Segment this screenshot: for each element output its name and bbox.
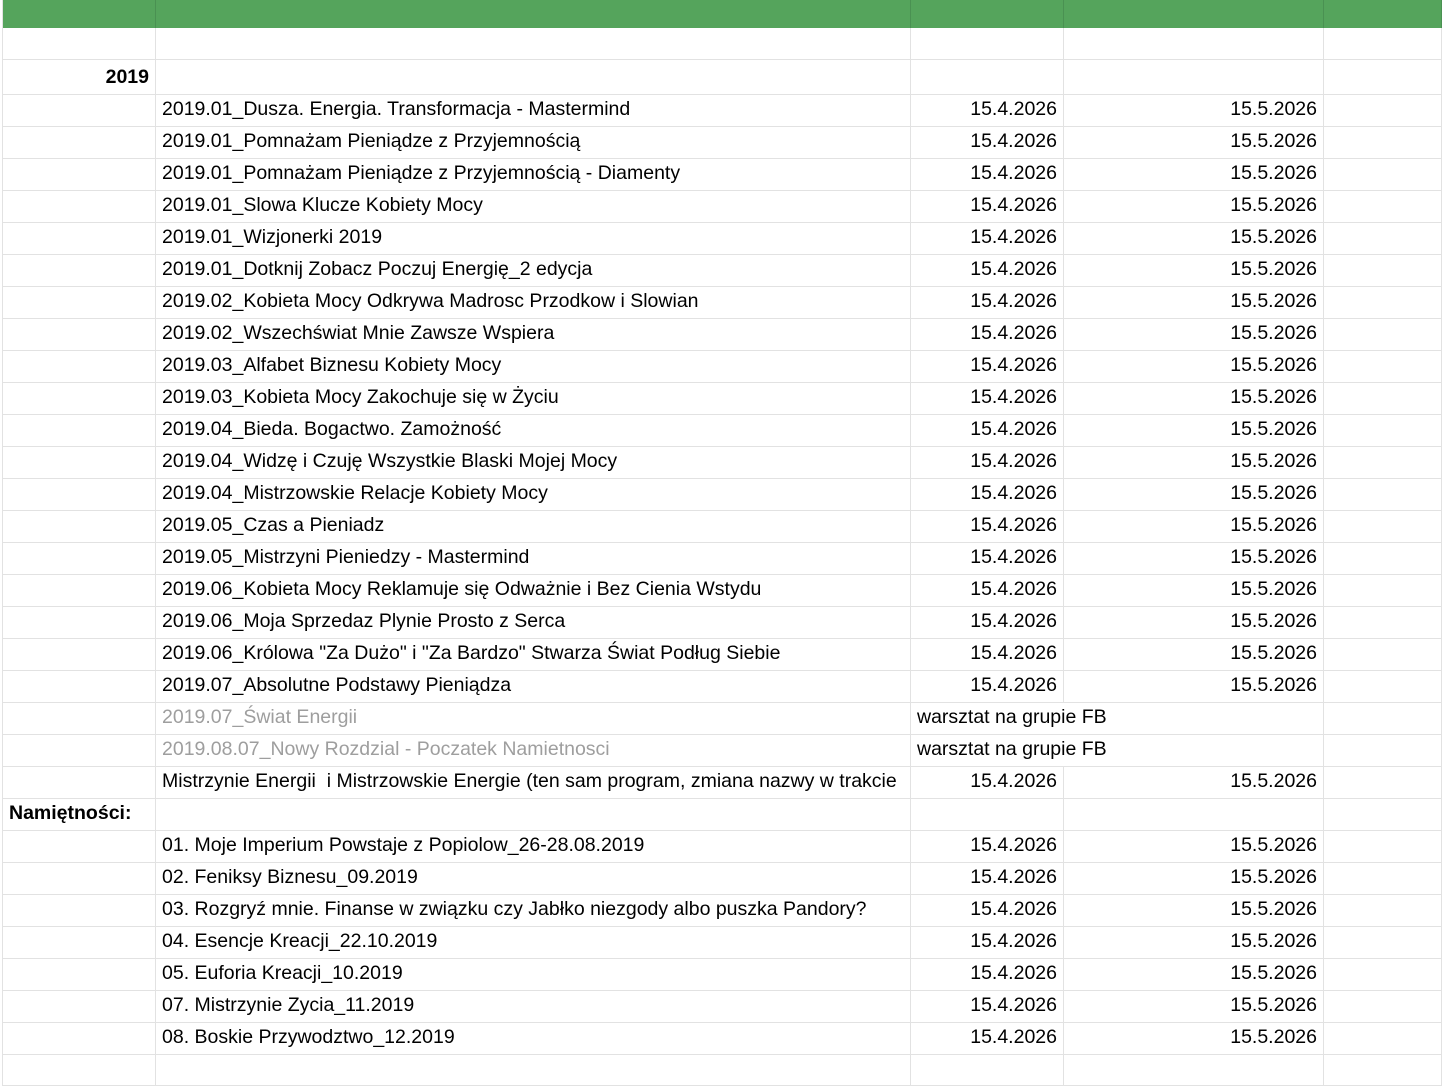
cell-spacer[interactable] bbox=[1324, 543, 1442, 574]
cell-row-label[interactable] bbox=[3, 159, 156, 190]
sheet-row bbox=[2, 287, 1442, 319]
cell-row-label[interactable] bbox=[3, 607, 156, 638]
cell-spacer[interactable] bbox=[1324, 255, 1442, 286]
cell-spacer[interactable] bbox=[1324, 511, 1442, 542]
sheet-row bbox=[2, 319, 1442, 351]
cell-row-label[interactable] bbox=[3, 767, 156, 798]
cell-row-label[interactable] bbox=[3, 575, 156, 606]
cell-program-name[interactable]: 2019.05_Mistrzyni Pieniedzy - Mastermind bbox=[156, 543, 911, 574]
cell-start-date[interactable]: 15.4.2026 bbox=[911, 511, 1064, 542]
cell-end-date[interactable]: 15.5.2026 bbox=[1064, 671, 1324, 702]
sheet-row bbox=[2, 159, 1442, 191]
cell-start-date[interactable] bbox=[911, 28, 1064, 59]
cell-row-label[interactable] bbox=[3, 511, 156, 542]
cell-program-name[interactable] bbox=[156, 1055, 911, 1085]
cell-program-name[interactable]: Mistrzynie Energii i Mistrzowskie Energie (ten sam program, zmiana nazwy w trakcie bbox=[156, 767, 911, 798]
cell-end-date[interactable]: 15.5.2026 bbox=[1064, 575, 1324, 606]
sheet-row bbox=[2, 351, 1442, 383]
cell-row-label[interactable] bbox=[3, 543, 156, 574]
cell-spacer[interactable] bbox=[1324, 127, 1442, 158]
cell-end-date[interactable]: 15.5.2026 bbox=[1064, 255, 1324, 286]
cell-start-date[interactable]: 15.4.2026 bbox=[911, 863, 1064, 894]
cell-end-date[interactable]: 15.5.2026 bbox=[1064, 223, 1324, 254]
cell-row-label[interactable] bbox=[3, 991, 156, 1022]
cell-spacer[interactable] bbox=[1324, 799, 1442, 830]
cell-section-label[interactable]: Namiętności: bbox=[3, 799, 156, 830]
cell-start-date[interactable]: 15.4.2026 bbox=[911, 767, 1064, 798]
cell-program-name[interactable]: 05. Euforia Kreacji_10.2019 bbox=[156, 959, 911, 990]
cell-row-label[interactable] bbox=[3, 383, 156, 414]
cell-start-date[interactable]: 15.4.2026 bbox=[911, 319, 1064, 350]
cell-program-name[interactable]: 2019.02_Wszechświat Mnie Zawsze Wspiera bbox=[156, 319, 911, 350]
cell-spacer[interactable] bbox=[1324, 223, 1442, 254]
sheet-row bbox=[2, 28, 1442, 60]
cell-end-date[interactable]: 15.5.2026 bbox=[1064, 415, 1324, 446]
cell-row-label[interactable] bbox=[3, 319, 156, 350]
cell-row-label[interactable] bbox=[3, 1055, 156, 1085]
column-header-row bbox=[2, 0, 1442, 28]
sheet-row bbox=[2, 127, 1442, 159]
cell-spacer[interactable] bbox=[1324, 895, 1442, 926]
sheet-row bbox=[2, 95, 1442, 127]
cell-end-date[interactable]: 15.5.2026 bbox=[1064, 927, 1324, 958]
cell-row-label[interactable] bbox=[3, 703, 156, 734]
sheet-row bbox=[2, 255, 1442, 287]
cell-row-label[interactable] bbox=[3, 127, 156, 158]
sheet-row bbox=[2, 607, 1442, 639]
cell-start-date[interactable]: 15.4.2026 bbox=[911, 159, 1064, 190]
cell-start-date[interactable]: 15.4.2026 bbox=[911, 1023, 1064, 1054]
cell-program-name[interactable]: 2019.06_Moja Sprzedaz Plynie Prosto z Serca bbox=[156, 607, 911, 638]
cell-end-date[interactable] bbox=[1064, 28, 1324, 59]
sheet-row bbox=[2, 223, 1442, 255]
cell-program-name[interactable]: 2019.06_Kobieta Mocy Reklamuje się Odważnie i Bez Cienia Wstydu bbox=[156, 575, 911, 606]
cell-start-date[interactable]: 15.4.2026 bbox=[911, 959, 1064, 990]
cell-program-name[interactable]: 2019.04_Widzę i Czuję Wszystkie Blaski Mojej Mocy bbox=[156, 447, 911, 478]
cell-program-name[interactable] bbox=[156, 799, 911, 830]
cell-end-date[interactable] bbox=[1064, 60, 1324, 94]
cell-end-date[interactable]: 15.5.2026 bbox=[1064, 447, 1324, 478]
sheet-row bbox=[2, 991, 1442, 1023]
cell-start-date[interactable]: 15.4.2026 bbox=[911, 415, 1064, 446]
sheet-row bbox=[2, 511, 1442, 543]
cell-note[interactable]: warsztat na grupie FB bbox=[911, 703, 1324, 734]
cell-spacer[interactable] bbox=[1324, 1023, 1442, 1054]
cell-spacer[interactable] bbox=[1324, 60, 1442, 94]
sheet-row bbox=[2, 575, 1442, 607]
cell-row-label[interactable] bbox=[3, 735, 156, 766]
cell-end-date[interactable]: 15.5.2026 bbox=[1064, 863, 1324, 894]
cell-end-date[interactable]: 15.5.2026 bbox=[1064, 543, 1324, 574]
cell-spacer[interactable] bbox=[1324, 991, 1442, 1022]
sheet-row bbox=[2, 671, 1442, 703]
sheet-row bbox=[2, 639, 1442, 671]
cell-row-label[interactable] bbox=[3, 1023, 156, 1054]
cell-row-label[interactable] bbox=[3, 415, 156, 446]
cell-end-date[interactable]: 15.5.2026 bbox=[1064, 1023, 1324, 1054]
cell-row-label[interactable] bbox=[3, 863, 156, 894]
header-cell-d[interactable] bbox=[1064, 0, 1324, 28]
cell-spacer[interactable] bbox=[1324, 287, 1442, 318]
cell-end-date[interactable]: 15.5.2026 bbox=[1064, 607, 1324, 638]
cell-start-date[interactable]: 15.4.2026 bbox=[911, 671, 1064, 702]
sheet-row bbox=[2, 1055, 1442, 1086]
cell-spacer[interactable] bbox=[1324, 927, 1442, 958]
sheet-row bbox=[2, 383, 1442, 415]
cell-spacer[interactable] bbox=[1324, 479, 1442, 510]
cell-start-date[interactable]: 15.4.2026 bbox=[911, 927, 1064, 958]
cell-year-label[interactable]: 2019 bbox=[3, 60, 156, 94]
cell-start-date[interactable]: 15.4.2026 bbox=[911, 479, 1064, 510]
cell-program-name[interactable] bbox=[156, 28, 911, 59]
cell-note[interactable]: warsztat na grupie FB bbox=[911, 735, 1324, 766]
cell-spacer[interactable] bbox=[1324, 767, 1442, 798]
cell-spacer[interactable] bbox=[1324, 351, 1442, 382]
cell-start-date[interactable]: 15.4.2026 bbox=[911, 607, 1064, 638]
cell-program-name[interactable]: 04. Esencje Kreacji_22.10.2019 bbox=[156, 927, 911, 958]
cell-spacer[interactable] bbox=[1324, 575, 1442, 606]
cell-start-date[interactable]: 15.4.2026 bbox=[911, 351, 1064, 382]
cell-program-name[interactable]: 02. Feniksy Biznesu_09.2019 bbox=[156, 863, 911, 894]
sheet-row bbox=[2, 191, 1442, 223]
sheet-row bbox=[2, 703, 1442, 735]
cell-spacer[interactable] bbox=[1324, 191, 1442, 222]
cell-spacer[interactable] bbox=[1324, 447, 1442, 478]
cell-start-date[interactable]: 15.4.2026 bbox=[911, 991, 1064, 1022]
sheet-row bbox=[2, 831, 1442, 863]
sheet-row bbox=[2, 959, 1442, 991]
cell-program-name[interactable]: 2019.04_Bieda. Bogactwo. Zamożność bbox=[156, 415, 911, 446]
cell-row-label[interactable] bbox=[3, 895, 156, 926]
header-cell-b[interactable] bbox=[156, 0, 911, 28]
cell-end-date[interactable]: 15.5.2026 bbox=[1064, 767, 1324, 798]
cell-start-date[interactable]: 15.4.2026 bbox=[911, 447, 1064, 478]
cell-spacer[interactable] bbox=[1324, 703, 1442, 734]
sheet-row bbox=[2, 447, 1442, 479]
cell-program-name[interactable] bbox=[156, 60, 911, 94]
cell-row-label[interactable] bbox=[3, 28, 156, 59]
sheet-row bbox=[2, 767, 1442, 799]
cell-start-date[interactable]: 15.4.2026 bbox=[911, 191, 1064, 222]
cell-end-date[interactable]: 15.5.2026 bbox=[1064, 639, 1324, 670]
cell-row-label[interactable] bbox=[3, 671, 156, 702]
cell-spacer[interactable] bbox=[1324, 28, 1442, 59]
cell-program-name[interactable]: 2019.01_Slowa Klucze Kobiety Mocy bbox=[156, 191, 911, 222]
cell-program-name[interactable]: 08. Boskie Przywodztwo_12.2019 bbox=[156, 1023, 911, 1054]
sheet-row bbox=[2, 863, 1442, 895]
cell-end-date[interactable]: 15.5.2026 bbox=[1064, 831, 1324, 862]
cell-program-name[interactable]: 2019.04_Mistrzowskie Relacje Kobiety Mocy bbox=[156, 479, 911, 510]
cell-spacer[interactable] bbox=[1324, 831, 1442, 862]
cell-row-label[interactable] bbox=[3, 639, 156, 670]
cell-program-name[interactable]: 2019.01_Dusza. Energia. Transformacja - Mastermind bbox=[156, 95, 911, 126]
cell-spacer[interactable] bbox=[1324, 415, 1442, 446]
cell-program-name[interactable]: 2019.01_Wizjonerki 2019 bbox=[156, 223, 911, 254]
cell-row-label[interactable] bbox=[3, 959, 156, 990]
sheet-row bbox=[2, 479, 1442, 511]
sheet-row bbox=[2, 927, 1442, 959]
cell-end-date[interactable]: 15.5.2026 bbox=[1064, 511, 1324, 542]
cell-start-date[interactable]: 15.4.2026 bbox=[911, 575, 1064, 606]
sheet-row bbox=[2, 895, 1442, 927]
cell-row-label[interactable] bbox=[3, 831, 156, 862]
cell-start-date[interactable]: 15.4.2026 bbox=[911, 287, 1064, 318]
cell-program-name[interactable]: 2019.07_Świat Energii bbox=[156, 703, 911, 734]
cell-spacer[interactable] bbox=[1324, 1055, 1442, 1085]
cell-program-name[interactable]: 2019.02_Kobieta Mocy Odkrywa Madrosc Przodkow i Slowian bbox=[156, 287, 911, 318]
cell-start-date[interactable]: 15.4.2026 bbox=[911, 831, 1064, 862]
cell-end-date[interactable]: 15.5.2026 bbox=[1064, 479, 1324, 510]
cell-spacer[interactable] bbox=[1324, 863, 1442, 894]
sheet-row bbox=[2, 735, 1442, 767]
cell-row-label[interactable] bbox=[3, 351, 156, 382]
cell-row-label[interactable] bbox=[3, 95, 156, 126]
cell-end-date[interactable]: 15.5.2026 bbox=[1064, 895, 1324, 926]
cell-program-name[interactable]: 2019.03_Alfabet Biznesu Kobiety Mocy bbox=[156, 351, 911, 382]
cell-start-date[interactable]: 15.4.2026 bbox=[911, 895, 1064, 926]
cell-spacer[interactable] bbox=[1324, 159, 1442, 190]
cell-end-date[interactable]: 15.5.2026 bbox=[1064, 95, 1324, 126]
cell-end-date[interactable] bbox=[1064, 799, 1324, 830]
cell-spacer[interactable] bbox=[1324, 735, 1442, 766]
cell-end-date[interactable] bbox=[1064, 1055, 1324, 1085]
cell-program-name[interactable]: 07. Mistrzynie Zycia_11.2019 bbox=[156, 991, 911, 1022]
cell-spacer[interactable] bbox=[1324, 607, 1442, 638]
cell-row-label[interactable] bbox=[3, 255, 156, 286]
cell-start-date[interactable] bbox=[911, 799, 1064, 830]
cell-program-name[interactable]: 2019.08.07_Nowy Rozdzial - Poczatek Namietnosci bbox=[156, 735, 911, 766]
cell-program-name[interactable]: 2019.07_Absolutne Podstawy Pieniądza bbox=[156, 671, 911, 702]
cell-program-name[interactable]: 2019.03_Kobieta Mocy Zakochuje się w Życiu bbox=[156, 383, 911, 414]
cell-end-date[interactable]: 15.5.2026 bbox=[1064, 383, 1324, 414]
cell-program-name[interactable]: 2019.01_Dotknij Zobacz Poczuj Energię_2 edycja bbox=[156, 255, 911, 286]
cell-end-date[interactable]: 15.5.2026 bbox=[1064, 351, 1324, 382]
cell-end-date[interactable]: 15.5.2026 bbox=[1064, 991, 1324, 1022]
cell-spacer[interactable] bbox=[1324, 639, 1442, 670]
header-cell-c[interactable] bbox=[911, 0, 1064, 28]
cell-row-label[interactable] bbox=[3, 447, 156, 478]
cell-start-date[interactable]: 15.4.2026 bbox=[911, 127, 1064, 158]
cell-spacer[interactable] bbox=[1324, 319, 1442, 350]
sheet-row bbox=[2, 1023, 1442, 1055]
sheet-row bbox=[2, 543, 1442, 575]
cell-start-date[interactable] bbox=[911, 1055, 1064, 1085]
cell-start-date[interactable]: 15.4.2026 bbox=[911, 223, 1064, 254]
cell-spacer[interactable] bbox=[1324, 671, 1442, 702]
cell-program-name[interactable]: 01. Moje Imperium Powstaje z Popiolow_26-28.08.2019 bbox=[156, 831, 911, 862]
sheet-row bbox=[2, 60, 1442, 95]
cell-start-date[interactable]: 15.4.2026 bbox=[911, 543, 1064, 574]
cell-start-date[interactable]: 15.4.2026 bbox=[911, 639, 1064, 670]
cell-row-label[interactable] bbox=[3, 927, 156, 958]
cell-program-name[interactable]: 03. Rozgryź mnie. Finanse w związku czy Jabłko niezgody albo puszka Pandory? bbox=[156, 895, 911, 926]
cell-end-date[interactable]: 15.5.2026 bbox=[1064, 191, 1324, 222]
cell-spacer[interactable] bbox=[1324, 383, 1442, 414]
cell-row-label[interactable] bbox=[3, 287, 156, 318]
cell-start-date[interactable]: 15.4.2026 bbox=[911, 383, 1064, 414]
cell-row-label[interactable] bbox=[3, 223, 156, 254]
cell-end-date[interactable]: 15.5.2026 bbox=[1064, 959, 1324, 990]
cell-end-date[interactable]: 15.5.2026 bbox=[1064, 287, 1324, 318]
header-cell-a[interactable] bbox=[3, 0, 156, 28]
cell-spacer[interactable] bbox=[1324, 95, 1442, 126]
cell-spacer[interactable] bbox=[1324, 959, 1442, 990]
cell-end-date[interactable]: 15.5.2026 bbox=[1064, 127, 1324, 158]
sheet-row bbox=[2, 799, 1442, 831]
cell-end-date[interactable]: 15.5.2026 bbox=[1064, 159, 1324, 190]
cell-row-label[interactable] bbox=[3, 191, 156, 222]
cell-start-date[interactable]: 15.4.2026 bbox=[911, 95, 1064, 126]
cell-program-name[interactable]: 2019.06_Królowa "Za Dużo" i "Za Bardzo" Stwarza Świat Podług Siebie bbox=[156, 639, 911, 670]
header-cell-e[interactable] bbox=[1324, 0, 1442, 28]
cell-row-label[interactable] bbox=[3, 479, 156, 510]
cell-program-name[interactable]: 2019.05_Czas a Pieniadz bbox=[156, 511, 911, 542]
cell-start-date[interactable]: 15.4.2026 bbox=[911, 255, 1064, 286]
cell-start-date[interactable] bbox=[911, 60, 1064, 94]
cell-end-date[interactable]: 15.5.2026 bbox=[1064, 319, 1324, 350]
cell-program-name[interactable]: 2019.01_Pomnażam Pieniądze z Przyjemnością - Diamenty bbox=[156, 159, 911, 190]
cell-program-name[interactable]: 2019.01_Pomnażam Pieniądze z Przyjemnością bbox=[156, 127, 911, 158]
sheet-row bbox=[2, 415, 1442, 447]
